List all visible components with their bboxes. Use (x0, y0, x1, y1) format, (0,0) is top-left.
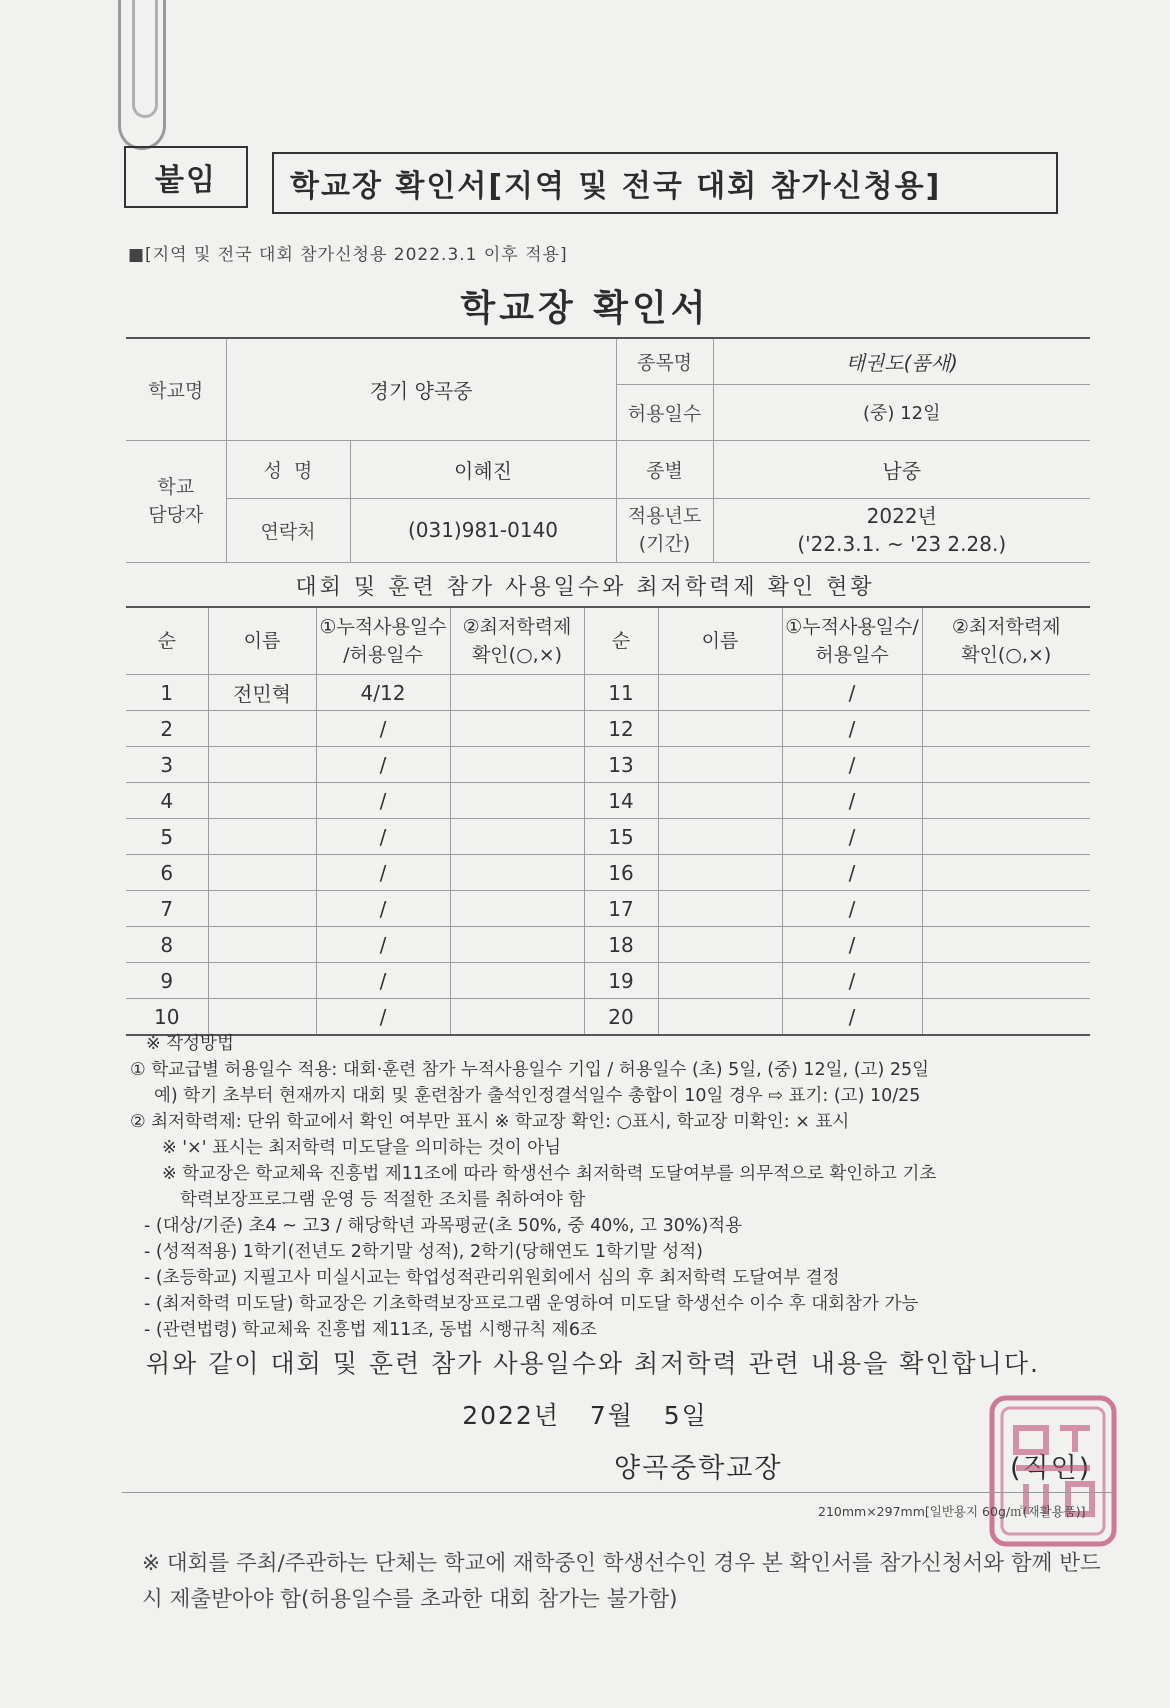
table-cell-days2: / (782, 711, 922, 747)
table-cell-name (208, 963, 316, 999)
table-cell-days: / (316, 963, 450, 999)
table-cell-check (450, 963, 584, 999)
table-cell-no2: 16 (584, 855, 658, 891)
table-cell-days: / (316, 747, 450, 783)
divider (122, 1492, 1114, 1493)
table-cell-no: 9 (126, 963, 208, 999)
note-line: 학력보장프로그램 운영 등 적절한 조치를 취하여야 함 (180, 1190, 586, 1210)
table-row (126, 747, 1090, 783)
manager-label: 학교 담당자 (126, 440, 226, 562)
table-cell-days: / (316, 999, 450, 1036)
table-cell-no2: 15 (584, 819, 658, 855)
table-cell-name: 전민혁 (208, 675, 316, 711)
name-label: 성 명 (226, 440, 350, 498)
table-cell-no2: 12 (584, 711, 658, 747)
note-line: - (최저학력 미도달) 학교장은 기초학력보장프로그램 운영하여 미도달 학생선수 이수 후 대회참가 가능 (144, 1294, 919, 1314)
note-line: ① 학교급별 허용일수 적용: 대회·훈련 참가 누적사용일수 기입 / 허용일수 (초) 5일, (중) 12일, (고) 25일 (130, 1060, 930, 1080)
column-header: ①누적사용일수/ 허용일수 (782, 607, 922, 675)
applied-note: ■[지역 및 전국 대회 참가신청용 2022.3.1 이후 적용] (128, 245, 568, 265)
table-cell-name (208, 855, 316, 891)
footer-note: ※ 대회를 주최/주관하는 단체는 학교에 재학중인 학생선수인 경우 본 확인서를 참가신청서와 함께 반드시 제출받아야 함(허용일수를 초과한 대회 참가는 불가함) (142, 1551, 1101, 1612)
table-cell-name (208, 747, 316, 783)
table-cell-no2: 13 (584, 747, 658, 783)
table-cell-check2 (922, 855, 1090, 891)
table-row (126, 963, 1090, 999)
table-cell-days2: / (782, 855, 922, 891)
status-table (126, 606, 1090, 1036)
table-cell-no: 8 (126, 927, 208, 963)
table-cell-days: / (316, 819, 450, 855)
table-cell-check2 (922, 999, 1090, 1036)
note-line: ② 최저학력제: 단위 학교에서 확인 여부만 표시 ※ 학교장 확인: ○표시, 학교장 미확인: × 표시 (130, 1112, 850, 1132)
contact-label: 연락처 (226, 498, 350, 562)
table-row (126, 783, 1090, 819)
allowed-days-value: (중) 12일 (713, 384, 1090, 440)
table-cell-check (450, 927, 584, 963)
header-title: 학교장 확인서[지역 및 전국 대회 참가신청용] (272, 152, 1058, 214)
table-cell-check (450, 675, 584, 711)
table-cell-name2 (658, 891, 782, 927)
note-line: ※ 학교장은 학교체육 진흥법 제11조에 따라 학생선수 최저학력 도달여부를 의무적으로 확인하고 기초 (162, 1164, 937, 1184)
table-cell-check (450, 819, 584, 855)
table-cell-check (450, 999, 584, 1036)
table-cell-name (208, 819, 316, 855)
note-line: - (대상/기준) 초4 ~ 고3 / 해당학년 과목평균(초 50%, 중 40%, 고 30%)적용 (144, 1216, 743, 1236)
table-cell-name2 (658, 963, 782, 999)
manager-name: 이혜진 (350, 440, 616, 498)
table-row (126, 927, 1090, 963)
column-header: 순 (584, 607, 658, 675)
note-line: - (성적적용) 1학기(전년도 2학기말 성적), 2학기(당해연도 1학기말 성적) (144, 1242, 703, 1262)
table-cell-check (450, 783, 584, 819)
table-cell-check (450, 747, 584, 783)
table-cell-no: 4 (126, 783, 208, 819)
note-line: ※ 작성방법 (146, 1034, 234, 1054)
table-cell-no2: 18 (584, 927, 658, 963)
table-cell-check2 (922, 675, 1090, 711)
paperclip-inner-icon (132, 0, 158, 118)
table-cell-days: / (316, 891, 450, 927)
table-row (126, 891, 1090, 927)
table-cell-name2 (658, 999, 782, 1036)
gender-value: 남중 (713, 440, 1090, 498)
table-cell-days: / (316, 711, 450, 747)
table-cell-days: / (316, 855, 450, 891)
column-header: 이름 (658, 607, 782, 675)
table-cell-days: / (316, 927, 450, 963)
year-value: 2022년 ('22.3.1. ~ '23 2.28.) (713, 498, 1090, 562)
table-cell-no: 6 (126, 855, 208, 891)
table-cell-check2 (922, 747, 1090, 783)
table-cell-name2 (658, 711, 782, 747)
table-cell-no2: 11 (584, 675, 658, 711)
table-cell-no2: 17 (584, 891, 658, 927)
table-cell-name2 (658, 819, 782, 855)
principal-title: 양곡중학교장 (614, 1453, 783, 1484)
table-row (126, 711, 1090, 747)
table-cell-no: 5 (126, 819, 208, 855)
table-cell-check2 (922, 891, 1090, 927)
note-line: - (초등학교) 지필고사 미실시교는 학업성적관리위원회에서 심의 후 최저학력 도달여부 결정 (144, 1268, 840, 1288)
table-cell-name2 (658, 855, 782, 891)
table-cell-days2: / (782, 999, 922, 1036)
table-cell-no2: 19 (584, 963, 658, 999)
seal-label: (직인) (1010, 1453, 1092, 1484)
attachment-tag: 붙임 (124, 146, 248, 208)
table-cell-name2 (658, 747, 782, 783)
table-cell-check (450, 711, 584, 747)
note-line: 예) 학기 초부터 현재까지 대회 및 훈련참가 출석인정결석일수 총합이 10일 경우 ⇨ 표기: (고) 10/25 (154, 1086, 921, 1106)
status-heading: 대회 및 훈련 참가 사용일수와 최저학력제 확인 현황 (295, 575, 875, 600)
table-cell-check2 (922, 963, 1090, 999)
table-cell-no: 1 (126, 675, 208, 711)
confirmation-statement: 위와 같이 대회 및 훈련 참가 사용일수와 최저학력 관련 내용을 확인합니다. (146, 1349, 1040, 1378)
school-name: 경기 양곡중 (226, 338, 616, 440)
allowed-days-label: 허용일수 (616, 384, 713, 440)
table-cell-no: 3 (126, 747, 208, 783)
column-header: ①누적사용일수 /허용일수 (316, 607, 450, 675)
table-cell-name (208, 711, 316, 747)
table-cell-days2: / (782, 783, 922, 819)
contact-value: (031)981-0140 (350, 498, 616, 562)
column-header: ②최저학력제 확인(○,×) (450, 607, 584, 675)
table-row (126, 675, 1090, 711)
table-row (126, 855, 1090, 891)
table-cell-days: 4/12 (316, 675, 450, 711)
column-header: 이름 (208, 607, 316, 675)
table-cell-no2: 20 (584, 999, 658, 1036)
paper-spec: 210mm×297mm[일반용지 60g/㎡(재활용품)] (818, 1504, 1086, 1519)
column-header: 순 (126, 607, 208, 675)
table-cell-check2 (922, 819, 1090, 855)
official-seal-icon (986, 1392, 1120, 1550)
event-label: 종목명 (616, 338, 713, 384)
table-cell-check (450, 855, 584, 891)
table-cell-check (450, 891, 584, 927)
year-label: 적용년도 (기간) (616, 498, 713, 562)
table-cell-no: 10 (126, 999, 208, 1036)
table-cell-name (208, 891, 316, 927)
issue-date: 2022년 7월 5일 (462, 1401, 708, 1430)
table-cell-days2: / (782, 675, 922, 711)
table-cell-name (208, 927, 316, 963)
gender-label: 종별 (616, 440, 713, 498)
table-cell-check2 (922, 927, 1090, 963)
table-row (126, 819, 1090, 855)
note-line: ※ '×' 표시는 최저학력 미도달을 의미하는 것이 아님 (162, 1138, 562, 1158)
table-cell-days2: / (782, 963, 922, 999)
table-cell-days2: / (782, 927, 922, 963)
table-cell-check2 (922, 783, 1090, 819)
table-cell-days2: / (782, 819, 922, 855)
table-row (126, 999, 1090, 1036)
school-info-table (126, 337, 1090, 563)
school-label: 학교명 (126, 338, 226, 440)
column-header: ②최저학력제 확인(○,×) (922, 607, 1090, 675)
table-cell-no: 7 (126, 891, 208, 927)
table-cell-name2 (658, 675, 782, 711)
table-cell-no2: 14 (584, 783, 658, 819)
table-cell-name (208, 783, 316, 819)
table-cell-name2 (658, 927, 782, 963)
table-cell-name2 (658, 783, 782, 819)
note-line: - (관련법령) 학교체육 진흥법 제11조, 동법 시행규칙 제6조 (144, 1320, 597, 1340)
table-cell-days2: / (782, 891, 922, 927)
table-cell-no: 2 (126, 711, 208, 747)
document-title: 학교장 확인서 (460, 288, 710, 329)
table-cell-days: / (316, 783, 450, 819)
table-cell-days2: / (782, 747, 922, 783)
event-value: 태권도(품새) (713, 338, 1090, 384)
table-cell-check2 (922, 711, 1090, 747)
